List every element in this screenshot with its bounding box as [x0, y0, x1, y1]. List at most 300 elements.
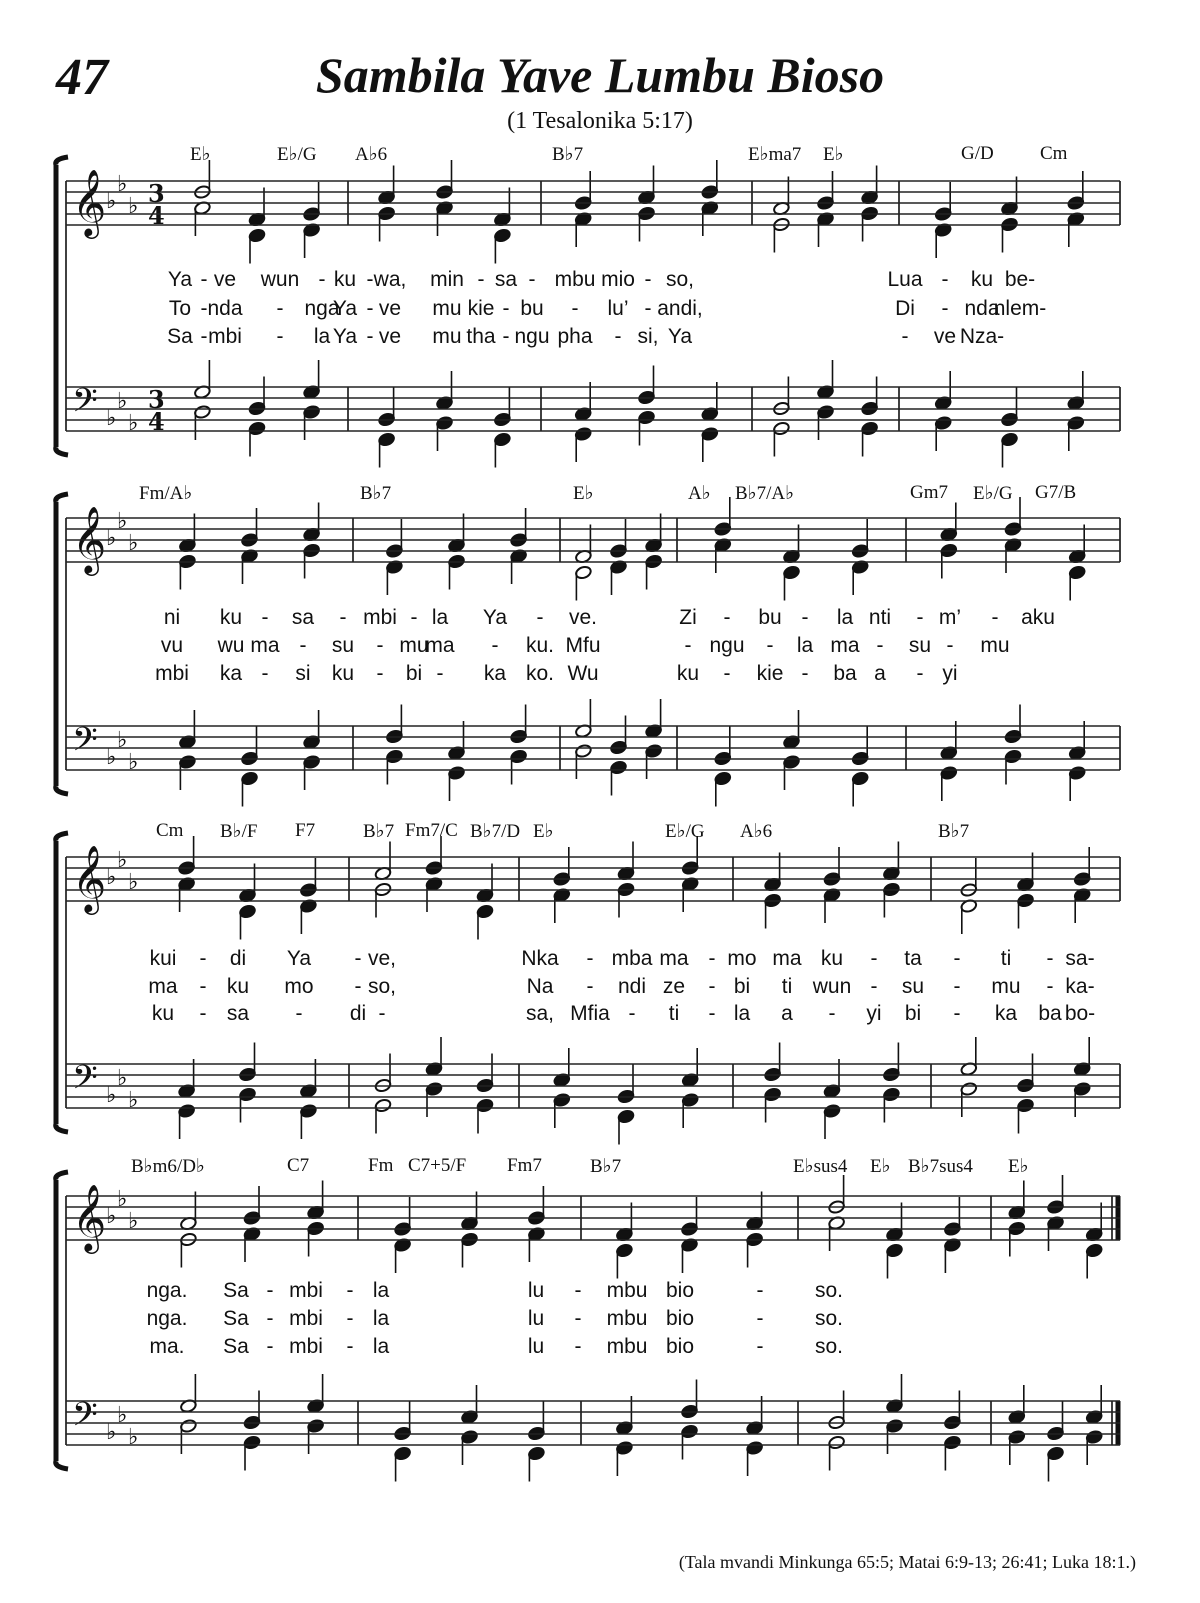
lyric-syllable: ku	[219, 606, 243, 629]
lyric-syllable: ve	[933, 325, 957, 348]
note-head	[764, 1087, 782, 1102]
lyric-syllable: -	[1046, 975, 1054, 998]
flat-sign: ♭	[106, 745, 117, 770]
note-head	[241, 771, 259, 786]
lyric-syllable: Lua	[887, 268, 923, 291]
lyric-syllable: la	[372, 1307, 390, 1330]
bass-clef: 𝄢	[72, 721, 98, 767]
chord-symbol: E♭sus4	[793, 1156, 848, 1177]
lyric-syllable: bu	[520, 297, 544, 320]
lyric-syllable: ka	[483, 662, 507, 685]
lyric-syllable: -	[946, 634, 954, 657]
lyric-syllable: -	[901, 325, 909, 348]
bass-time-signature: 3	[148, 385, 165, 414]
lyric-syllable: bi	[733, 975, 751, 998]
flat-sign: ♭	[117, 172, 128, 197]
chord-symbol: B♭7	[590, 1156, 622, 1177]
note-head	[746, 1441, 764, 1456]
note-head	[1068, 565, 1086, 580]
lyric-syllable: -	[199, 975, 207, 998]
lyric-syllable: ve,	[367, 947, 397, 970]
flat-sign: ♭	[117, 728, 128, 753]
bass-clef: 𝄢	[72, 1059, 98, 1105]
treble-time-signature: 4	[148, 201, 165, 230]
flat-sign: ♭	[106, 1420, 117, 1445]
lyric-syllable: kie	[756, 662, 784, 685]
lyric-syllable: ku	[151, 1002, 175, 1025]
note-head	[610, 760, 628, 775]
lyric-syllable: mbu	[554, 268, 596, 291]
lyric-syllable: -	[200, 325, 208, 348]
lyric-syllable: ma	[148, 975, 178, 998]
note-head	[861, 421, 879, 436]
lyric-syllable: ku	[820, 947, 844, 970]
lyric-syllable: pha	[557, 325, 593, 348]
note-head	[960, 1082, 978, 1097]
note-head	[303, 405, 321, 420]
lyric-syllable: mbi	[289, 1335, 323, 1358]
lyric-syllable: mbu	[606, 1279, 648, 1302]
lyric-syllable: Nza-	[959, 325, 1005, 348]
note-head	[476, 904, 494, 919]
lyric-syllable: -	[756, 1279, 764, 1302]
treble-clef: 𝄞	[72, 844, 107, 912]
note-head	[1047, 1446, 1065, 1461]
flat-sign: ♭	[128, 411, 139, 436]
lyric-syllable: bo-	[1064, 1002, 1096, 1025]
lyric-syllable: -	[295, 1002, 303, 1025]
bass-clef: 𝄢	[72, 382, 98, 428]
lyric-syllable: so.	[814, 1279, 844, 1302]
note-head	[476, 1098, 494, 1113]
lyric-syllable: sa	[291, 606, 315, 629]
lyric-syllable: -	[346, 1335, 354, 1358]
note-head	[1008, 1430, 1026, 1445]
chord-symbol: Fm	[368, 1155, 394, 1176]
lyric-syllable: To	[168, 297, 192, 320]
lyric-syllable: -	[436, 662, 444, 685]
flat-sign: ♭	[117, 848, 128, 873]
lyric-syllable: ko.	[525, 662, 555, 685]
chord-symbol: A♭6	[355, 144, 388, 165]
note-head	[1004, 749, 1022, 764]
flat-sign: ♭	[117, 1187, 128, 1212]
lyric-syllable: -	[502, 297, 510, 320]
lyric-syllable: -	[266, 1335, 274, 1358]
lyric-syllable: nga	[304, 297, 340, 320]
note-head	[886, 1419, 904, 1434]
bass-staff	[66, 726, 1120, 770]
flat-sign: ♭	[128, 194, 139, 219]
chord-symbol: E♭/G	[665, 821, 705, 842]
lyric-syllable: mbu	[606, 1335, 648, 1358]
lyric-syllable: ba	[1038, 1002, 1062, 1025]
note-head	[817, 405, 835, 420]
note-head	[714, 771, 732, 786]
lyric-syllable: mu	[980, 634, 1010, 657]
lyric-syllable: lu	[527, 1279, 545, 1302]
lyric-syllable: ma	[772, 947, 802, 970]
note-head	[374, 1098, 392, 1113]
lyric-syllable: lu	[527, 1307, 545, 1330]
lyric-syllable: la	[431, 606, 449, 629]
lyric-syllable: -	[953, 947, 961, 970]
chord-symbol: E♭ma7	[748, 144, 802, 165]
lyric-syllable: Sa	[223, 1279, 249, 1302]
chord-symbol: C7+5/F	[408, 1155, 467, 1176]
lyric-syllable: la	[372, 1335, 390, 1358]
lyric-syllable: Sa	[223, 1307, 249, 1330]
note-head	[239, 1087, 257, 1102]
note-head	[1085, 1243, 1103, 1258]
footer-note: (Tala mvandi Minkunga 65:5; Matai 6:9-13; 26:41; Luka 18:1.)	[678, 1552, 1136, 1572]
note-head	[944, 1435, 962, 1450]
lyric-syllable: -	[366, 268, 374, 291]
lyric-syllable: -	[536, 606, 544, 629]
lyric-syllable: -	[941, 297, 949, 320]
note-head	[645, 744, 663, 759]
lyric-syllable: bi	[904, 1002, 922, 1025]
lyric-syllable: ku	[333, 268, 357, 291]
lyric-syllable: nlem-	[993, 297, 1047, 320]
lyric-syllable: -	[801, 662, 809, 685]
note-head	[436, 416, 454, 431]
chord-symbol: B♭m6/D♭	[131, 1156, 205, 1177]
lyric-syllable: ku	[676, 662, 700, 685]
lyric-syllable: Zi	[679, 606, 697, 629]
lyric-syllable: -	[876, 634, 884, 657]
lyric-syllable: ba	[833, 662, 857, 685]
note-head	[1017, 1098, 1035, 1113]
chord-symbol: B♭7/D	[470, 821, 521, 842]
lyric-syllable: sa-	[1065, 947, 1095, 970]
lyric-syllable: -	[870, 975, 878, 998]
lyric-syllable: -	[199, 947, 207, 970]
note-head	[461, 1430, 479, 1445]
lyric-syllable: sa	[226, 1002, 250, 1025]
note-head	[1001, 432, 1019, 447]
lyric-syllable: mio	[601, 268, 635, 291]
lyric-syllable: nda	[207, 297, 243, 320]
note-head	[638, 410, 656, 425]
flat-sign: ♭	[106, 1083, 117, 1108]
lyric-syllable: bu	[758, 606, 782, 629]
note-head	[1085, 1430, 1103, 1445]
lyric-syllable: Nka	[521, 947, 559, 970]
chord-symbol: Gm7	[910, 482, 948, 503]
lyric-syllable: bio	[665, 1307, 695, 1330]
treble-clef: 𝄞	[72, 1183, 107, 1251]
hymn-number: 47	[56, 49, 108, 106]
lyric-syllable: mu	[399, 634, 429, 657]
chord-symbol: Fm7/C	[405, 820, 458, 841]
chord-symbol: C7	[287, 1155, 310, 1176]
lyric-syllable: mbi	[363, 606, 397, 629]
lyric-syllable: ve	[378, 325, 402, 348]
treble-clef: 𝄞	[72, 505, 107, 573]
lyric-syllable: min	[430, 268, 464, 291]
lyric-syllable: -	[266, 1307, 274, 1330]
lyric-syllable: mo	[727, 947, 757, 970]
note-head	[386, 749, 404, 764]
lyric-syllable: -	[261, 662, 269, 685]
note-head	[178, 1104, 196, 1119]
flat-sign: ♭	[106, 189, 117, 214]
lyric-syllable: ni	[163, 606, 181, 629]
lyric-syllable: -	[574, 1307, 582, 1330]
note-head	[194, 405, 212, 420]
lyric-syllable: -	[346, 1279, 354, 1302]
lyric-syllable: yi	[866, 1002, 882, 1025]
chord-symbol: B♭/F	[220, 821, 258, 842]
lyric-syllable: sa,	[525, 1002, 555, 1025]
chord-symbol: F7	[295, 820, 316, 841]
lyric-syllable: Mfia	[570, 1002, 610, 1025]
note-head	[239, 904, 257, 919]
note-head	[616, 1243, 634, 1258]
flat-sign: ♭	[106, 526, 117, 551]
lyric-syllable: a	[874, 662, 886, 685]
note-head	[494, 432, 512, 447]
note-head	[828, 1435, 846, 1450]
lyric-syllable: -	[916, 662, 924, 685]
note-head	[701, 427, 719, 442]
flat-sign: ♭	[128, 1088, 139, 1113]
lyric-syllable: ti	[668, 1002, 680, 1025]
lyric-syllable: -	[953, 1002, 961, 1025]
lyric-syllable: -	[828, 1002, 836, 1025]
flat-sign: ♭	[128, 870, 139, 895]
lyric-syllable: la	[372, 1279, 390, 1302]
lyric-syllable: ma	[830, 634, 860, 657]
lyric-syllable: ku	[226, 975, 250, 998]
scripture-reference: (1 Tesalonika 5:17)	[507, 108, 693, 134]
flat-sign: ♭	[117, 1403, 128, 1428]
lyric-syllable: nga.	[146, 1307, 188, 1330]
lyric-syllable: la	[313, 325, 331, 348]
flat-sign: ♭	[117, 509, 128, 534]
lyric-syllable: yi	[942, 662, 958, 685]
lyric-syllable: -	[586, 947, 594, 970]
lyric-syllable: -	[318, 268, 326, 291]
lyric-syllable: -	[491, 634, 499, 657]
lyric-syllable: -	[766, 634, 774, 657]
lyric-syllable: Ya	[286, 947, 312, 970]
lyric-syllable: su	[908, 634, 932, 657]
lyric-syllable: -	[346, 1307, 354, 1330]
note-head	[180, 1419, 198, 1434]
chord-symbol: E♭	[573, 483, 594, 504]
lyric-syllable: Mfu	[565, 634, 601, 657]
lyric-syllable: -	[376, 662, 384, 685]
flat-sign: ♭	[106, 1204, 117, 1229]
treble-clef: 𝄞	[72, 168, 107, 236]
lyric-syllable: bio	[665, 1279, 695, 1302]
lyric-syllable: nda	[964, 297, 1000, 320]
lyric-syllable: wu	[217, 634, 245, 657]
note-head	[179, 755, 197, 770]
lyric-syllable: Sa	[223, 1335, 249, 1358]
note-head	[940, 766, 958, 781]
chord-symbol: B♭7sus4	[908, 1156, 973, 1177]
lyric-syllable: wun	[260, 268, 300, 291]
lyric-syllable: -	[299, 634, 307, 657]
lyric-syllable: sa	[494, 268, 518, 291]
lyric-syllable: si	[295, 662, 311, 685]
lyric-syllable: mu	[991, 975, 1021, 998]
lyric-syllable: su	[331, 634, 355, 657]
chord-symbol: G7/B	[1035, 482, 1077, 503]
lyric-syllable: -	[339, 606, 347, 629]
flat-sign: ♭	[128, 1425, 139, 1450]
lyric-syllable: -	[410, 606, 418, 629]
lyric-syllable: ve	[213, 268, 237, 291]
lyric-syllable: -	[644, 268, 652, 291]
flat-sign: ♭	[117, 1066, 128, 1091]
note-head	[783, 565, 801, 580]
lyric-syllable: -	[276, 297, 284, 320]
lyric-syllable: -	[376, 634, 384, 657]
lyric-syllable: so.	[814, 1335, 844, 1358]
lyric-syllable: so.	[814, 1307, 844, 1330]
note-head	[248, 228, 266, 243]
note-head	[823, 1104, 841, 1119]
lyric-syllable: -	[200, 268, 208, 291]
lyric-syllable: di	[229, 947, 247, 970]
lyric-syllable: Na	[526, 975, 554, 998]
note-head	[783, 755, 801, 770]
lyric-syllable: -	[708, 947, 716, 970]
lyric-syllable: mu	[432, 297, 462, 320]
chord-symbol: Fm/A♭	[139, 483, 193, 504]
chord-symbol: Cm	[156, 820, 184, 841]
note-head	[303, 755, 321, 770]
note-head	[510, 749, 528, 764]
note-head	[448, 766, 466, 781]
lyric-syllable: ngu	[514, 325, 550, 348]
lyric-syllable: aku	[1021, 606, 1055, 629]
bass-staff	[66, 1401, 1120, 1445]
note-head	[528, 1446, 546, 1461]
note-head	[681, 1093, 699, 1108]
lyric-syllable: mu	[432, 325, 462, 348]
lyric-syllable: mo	[284, 975, 314, 998]
note-head	[574, 427, 592, 442]
lyric-syllable: mbi	[289, 1279, 323, 1302]
lyric-syllable: lu’	[607, 297, 629, 320]
treble-time-signature: 3	[148, 179, 165, 208]
note-head	[307, 1419, 325, 1434]
note-head	[1067, 416, 1085, 431]
lyric-syllable: -	[723, 662, 731, 685]
note-head	[394, 1446, 412, 1461]
note-head	[243, 1435, 261, 1450]
note-head	[248, 421, 266, 436]
lyric-syllable: ta	[904, 947, 922, 970]
hymn-title: Sambila Yave Lumbu Bioso	[315, 47, 885, 103]
lyric-syllable: ze	[662, 975, 686, 998]
lyric-syllable: -	[953, 975, 961, 998]
flat-sign: ♭	[106, 406, 117, 431]
note-head	[773, 421, 791, 436]
lyric-syllable: -	[366, 297, 374, 320]
chord-symbol: B♭7	[363, 821, 395, 842]
lyric-syllable: ve	[378, 297, 402, 320]
chord-symbol: E♭	[870, 1156, 891, 1177]
chord-symbol: E♭	[823, 144, 844, 165]
lyric-syllable: -	[708, 1002, 716, 1025]
treble-staff	[66, 181, 1120, 225]
lyric-syllable: Ya	[332, 325, 358, 348]
note-head	[616, 1441, 634, 1456]
lyric-syllable: si,	[637, 325, 659, 348]
lyric-syllable: so,	[367, 975, 397, 998]
treble-staff	[66, 518, 1120, 562]
chord-symbol: E♭/G	[277, 144, 317, 165]
lyric-syllable: mbi	[208, 325, 242, 348]
note-head	[553, 1093, 571, 1108]
lyric-syllable: Ya	[167, 268, 193, 291]
lyric-syllable: ku	[331, 662, 355, 685]
lyric-syllable: kui	[149, 947, 177, 970]
lyric-syllable: -	[199, 1002, 207, 1025]
chord-symbol: A♭	[688, 483, 711, 504]
chord-symbol: E♭/G	[973, 483, 1013, 504]
lyric-syllable: la	[836, 606, 854, 629]
lyric-syllable: ngu	[709, 634, 745, 657]
bass-time-signature: 4	[148, 407, 165, 436]
lyric-syllable: -	[477, 268, 485, 291]
note-head	[883, 1087, 901, 1102]
lyric-syllable: -	[266, 1279, 274, 1302]
lyric-syllable: ma.	[149, 1335, 185, 1358]
flat-sign: ♭	[128, 750, 139, 775]
lyric-syllable: -	[684, 634, 692, 657]
lyric-syllable: ma	[250, 634, 280, 657]
bass-staff	[66, 387, 1120, 431]
note-head	[575, 565, 593, 580]
note-head	[886, 1243, 904, 1258]
lyric-syllable: -	[574, 1335, 582, 1358]
lyric-syllable: ti	[781, 975, 793, 998]
lyric-syllable: -	[708, 975, 716, 998]
lyric-syllable: Wu	[567, 662, 599, 685]
chord-symbol: Cm	[1040, 143, 1068, 164]
lyric-syllable: -	[756, 1307, 764, 1330]
lyric-syllable: Ya	[332, 297, 358, 320]
lyric-syllable: su	[901, 975, 925, 998]
lyric-syllable: -	[991, 606, 999, 629]
lyric-syllable: nga.	[146, 1279, 188, 1302]
lyric-syllable: tha	[466, 325, 496, 348]
lyric-syllable: -	[354, 947, 362, 970]
lyric-syllable: ma	[425, 634, 455, 657]
flat-sign: ♭	[128, 1209, 139, 1234]
lyric-syllable: -	[586, 975, 594, 998]
lyric-syllable: ku	[970, 268, 994, 291]
lyric-syllable: -	[366, 325, 374, 348]
lyric-syllable: ka	[994, 1002, 1018, 1025]
lyric-syllable: -	[1046, 947, 1054, 970]
lyric-syllable: la	[796, 634, 814, 657]
lyric-syllable: vu	[160, 634, 184, 657]
lyric-syllable: ti	[1000, 947, 1012, 970]
lyric-syllable: ka-	[1065, 975, 1095, 998]
lyric-syllable: ku.	[525, 634, 555, 657]
lyric-syllable: la	[733, 1002, 751, 1025]
lyric-syllable: -	[571, 297, 579, 320]
note-head	[1073, 1082, 1091, 1097]
